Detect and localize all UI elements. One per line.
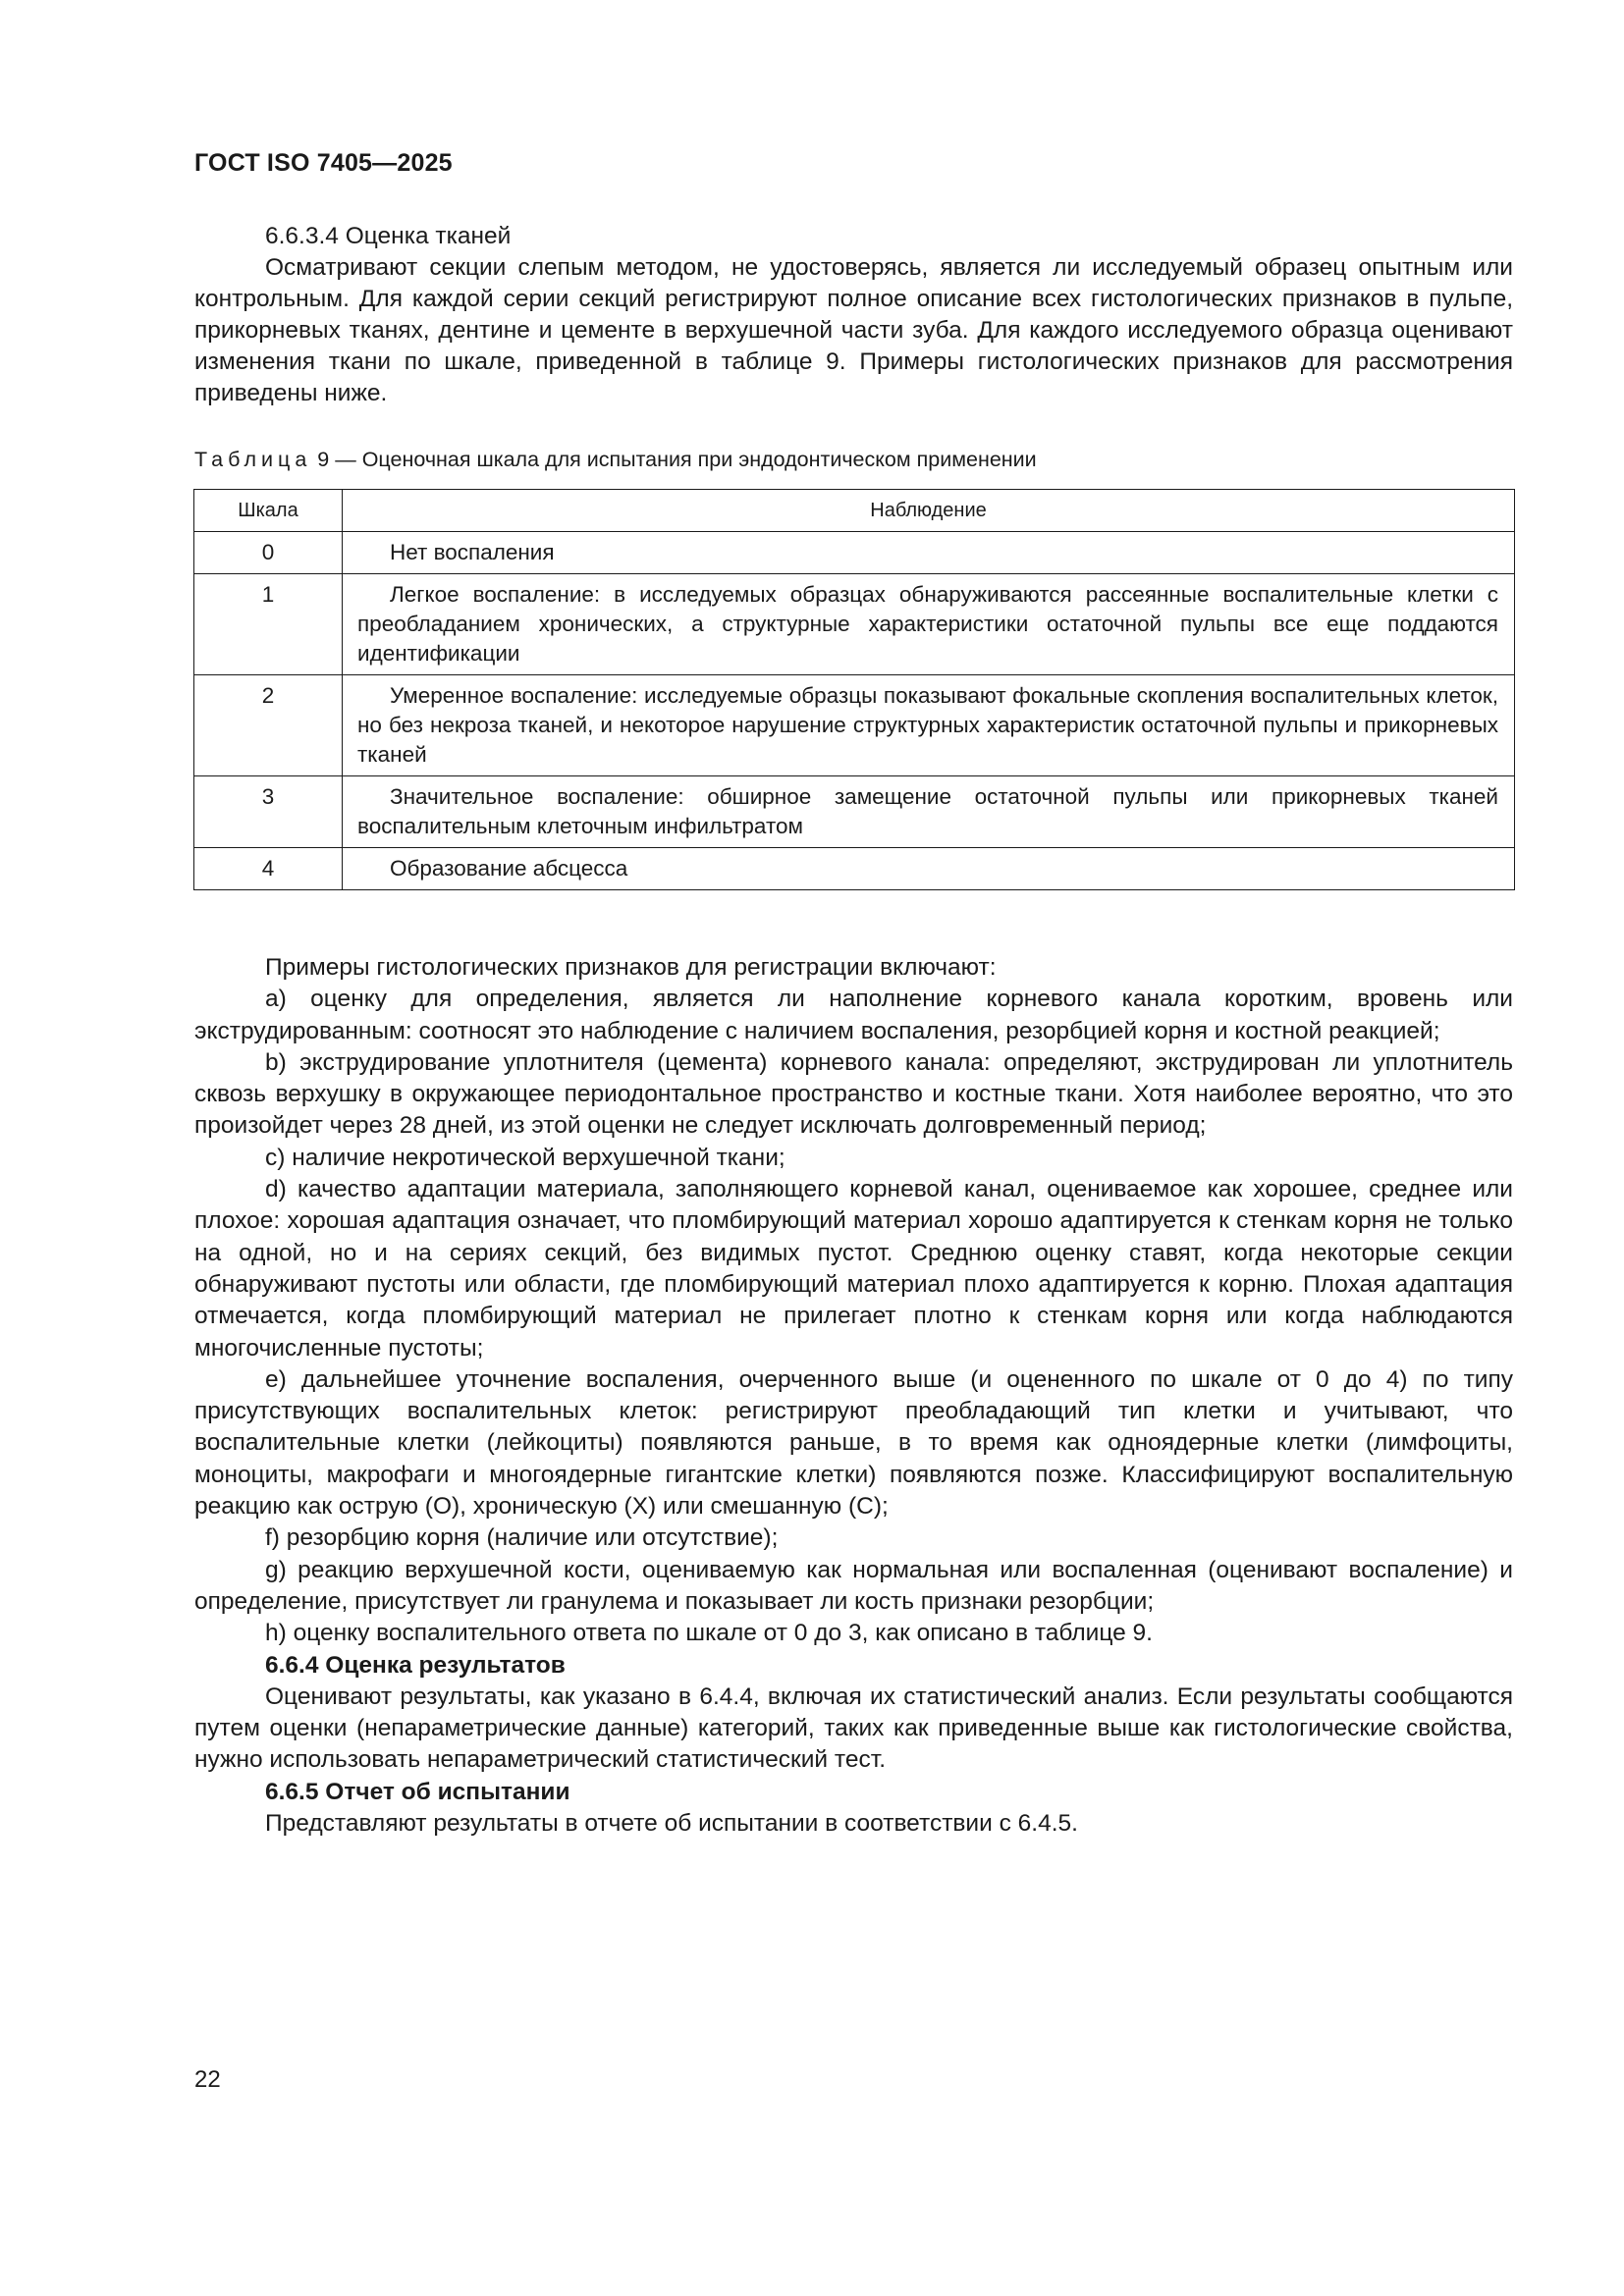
score-cell: 0 <box>194 532 343 574</box>
score-cell: 1 <box>194 574 343 675</box>
table-caption-text: 9 — Оценочная шкала для испытания при эндодонтическом применении <box>317 448 1037 471</box>
table-row <box>194 848 1515 890</box>
table-row <box>194 675 1515 776</box>
observation-text: Умеренное воспаление: исследуемые образцы показывают фокальные скопления воспалительных клеток, но без некроза тканей, и некоторое нарушение структурных характеристик остаточной пульпы и прикорневых тканей <box>357 683 1498 767</box>
score-cell: 4 <box>194 848 343 890</box>
column-header-scale: Шкала <box>194 490 343 532</box>
list-item: e) дальнейшее уточнение воспаления, очерченного выше (и оцененного по шкале от 0 до 4) по типу присутствующих воспалительных клеток: регистрируют преобладающий тип клетки и учитывают, что воспалительные клетки (лейкоциты) появляются раньше, в то время как одноядерные клетки (лимфоциты, моноциты, макрофаги и многоядерные гигантские клетки) появляются позже. Классифицируют воспалительную реакцию как острую (О), хроническую (Х) или смешанную (С); <box>194 1365 1513 1521</box>
subsection-heading: 6.6.3.4 Оценка тканей <box>265 223 512 249</box>
observation-cell <box>343 675 1515 776</box>
paragraph: Примеры гистологических признаков для регистрации включают: <box>265 954 997 981</box>
list-item: b) экструдирование уплотнителя (цемента) корневого канала: определяют, экструдирован ли уплотнитель сквозь верхушку в окружающее периодонтальное пространство и костные ткани. Хотя наиболее вероятно, что это произойдет через 28 дней, из этой оценки не следует исключать долговременный период; <box>194 1048 1513 1140</box>
table-row <box>194 776 1515 848</box>
column-header-observation: Наблюдение <box>343 490 1515 532</box>
score-cell: 2 <box>194 675 343 776</box>
section-heading-6-6-5: 6.6.5 Отчет об испытании <box>265 1778 570 1805</box>
list-item: g) реакцию верхушечной кости, оцениваемую как нормальная или воспаленная (оценивают воспаление) и определение, присутствует ли гранулема и показывает ли кость признаки резорбции; <box>194 1556 1513 1615</box>
table-row <box>194 532 1515 574</box>
document-header: ГОСТ ISO 7405—2025 <box>194 149 453 177</box>
list-item: f) резорбцию корня (наличие или отсутствие); <box>265 1524 779 1552</box>
observation-text: Нет воспаления <box>390 540 555 564</box>
section-6-6-3-4 <box>194 221 1513 409</box>
table-header-row <box>194 490 1515 532</box>
observation-cell <box>343 848 1515 890</box>
observation-text: Образование абсцесса <box>390 856 628 881</box>
observation-cell <box>343 574 1515 675</box>
section-heading-6-6-4: 6.6.4 Оценка результатов <box>265 1651 566 1679</box>
observation-text: Значительное воспаление: обширное замещение остаточной пульпы или прикорневых тканей воспалительным клеточным инфильтратом <box>357 784 1498 838</box>
evaluation-scale-table <box>193 489 1515 890</box>
list-item: c) наличие некротической верхушечной ткани; <box>265 1144 785 1171</box>
table-caption <box>194 446 1037 473</box>
observation-cell <box>343 532 1515 574</box>
paragraph: Представляют результаты в отчете об испытании в соответствии с 6.4.5. <box>265 1810 1078 1838</box>
page-number: 22 <box>194 2066 221 2093</box>
observation-text: Легкое воспаление: в исследуемых образцах обнаруживаются рассеянные воспалительные клетки с преобладанием хронических, а структурные характеристики остаточной пульпы все еще поддаются идентификации <box>357 582 1498 666</box>
table-caption-label: Таблица <box>194 448 312 471</box>
list-item: h) оценку воспалительного ответа по шкале от 0 до 3, как описано в таблице 9. <box>265 1620 1153 1647</box>
score-cell: 3 <box>194 776 343 848</box>
list-item: a) оценку для определения, является ли наполнение корневого канала коротким, вровень или экструдированным: соотносят это наблюдение с наличием воспаления, резорбцией корня и костной реакцией; <box>194 986 1513 1044</box>
paragraph: Оценивают результаты, как указано в 6.4.4, включая их статистический анализ. Если результаты сообщаются путем оценки (непараметрические данные) категорий, таких как приведенные выше как гистологические свойства, нужно использовать непараметрический статистический тест. <box>194 1682 1513 1774</box>
table-row <box>194 574 1515 675</box>
list-item: d) качество адаптации материала, заполняющего корневой канал, оцениваемое как хорошее, среднее или плохое: хорошая адаптация означает, что пломбирующий материал хорошо адаптируется к стенкам корня не только на одной, но и на сериях секций, без видимых пустот. Среднюю оценку ставят, когда некоторые секции обнаруживают пустоты или области, где пломбирующий материал плохо адаптируется к корню. Плохая адаптация отмечается, когда пломбирующий материал не прилегает плотно к стенкам корня или когда наблюдаются многочисленные пустоты; <box>194 1176 1513 1362</box>
section-examples-and-results <box>194 952 1513 1840</box>
paragraph: Осматривают секции слепым методом, не удостоверясь, является ли исследуемый образец опытным или контрольным. Для каждой серии секций регистрируют полное описание всех гистологических признаков в пульпе, прикорневых тканях, дентине и цементе в верхушечной части зуба. Для каждого исследуемого образца оценивают изменения ткани по шкале, приведенной в таблице 9. Примеры гистологических признаков для рассмотрения приведены ниже. <box>194 254 1513 406</box>
observation-cell <box>343 776 1515 848</box>
